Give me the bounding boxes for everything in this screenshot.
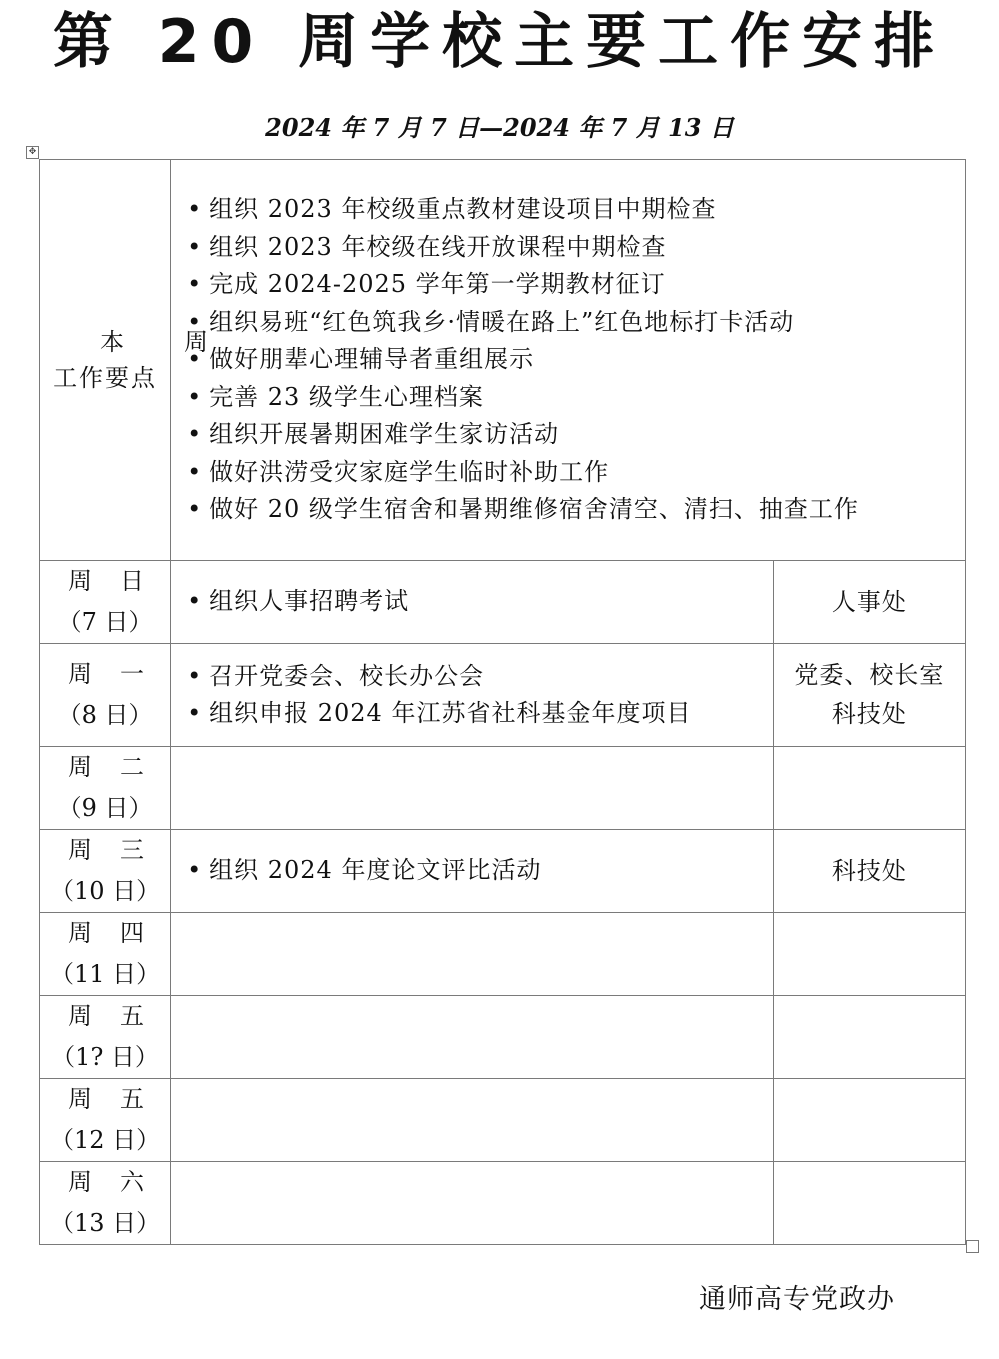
- day-item: • 组织 2024 年度论文评比活动: [187, 852, 773, 890]
- day-date: （1? 日）: [51, 1043, 159, 1071]
- day-name: 周五: [68, 1002, 172, 1030]
- dept-cell: [773, 644, 965, 747]
- signature: 通师高专党政办: [699, 1284, 895, 1315]
- day-date: （10 日）: [49, 877, 161, 905]
- day-name: 周四: [68, 919, 172, 947]
- day-cell: [40, 747, 171, 830]
- date-range: 2024 年 7 月 7 日—2024 年 7 月 13 日: [265, 113, 734, 142]
- day-item: • 召开党委会、校长办公会: [187, 658, 773, 696]
- focus-item: • 做好朋辈心理辅导者重组展示: [187, 341, 965, 379]
- dept-cell: [773, 913, 965, 996]
- day-items-cell: [171, 561, 774, 644]
- day-date: （9 日）: [57, 794, 153, 822]
- day-list: [171, 658, 773, 733]
- dept-cell: [773, 1162, 965, 1245]
- day-row-saturday: [40, 1162, 966, 1245]
- day-cell: [40, 561, 171, 644]
- day-name: 周一: [68, 660, 172, 688]
- day-items-cell: [171, 1079, 774, 1162]
- day-row-monday: [40, 644, 966, 747]
- day-name: 周六: [68, 1168, 172, 1196]
- focus-item: • 组织 2023 年校级重点教材建设项目中期检查: [187, 191, 965, 229]
- dept-cell: [773, 830, 965, 913]
- dept-name: 党委、校长室: [794, 661, 945, 689]
- day-items-cell: [171, 996, 774, 1079]
- dept-cell: [773, 561, 965, 644]
- focus-item: • 组织易班“红色筑我乡·情暖在路上”红色地标打卡活动: [187, 304, 965, 342]
- page-title: 第 20 周学校主要工作安排: [52, 7, 947, 77]
- day-items-cell: [171, 644, 774, 747]
- day-date: （7 日）: [57, 608, 153, 636]
- day-row-friday: [40, 996, 966, 1079]
- table-move-handle-icon[interactable]: ✥: [26, 146, 39, 159]
- day-cell: [40, 996, 171, 1079]
- day-row-thursday: [40, 913, 966, 996]
- dept-cell: [773, 996, 965, 1079]
- day-row-friday-2: [40, 1079, 966, 1162]
- dept-name: 科技处: [831, 700, 907, 728]
- day-row-wednesday: [40, 830, 966, 913]
- day-cell: [40, 830, 171, 913]
- focus-item: • 完成 2024-2025 学年第一学期教材征订: [187, 266, 965, 304]
- day-cell: [40, 644, 171, 747]
- focus-item: • 组织开展暑期困难学生家访活动: [187, 416, 965, 454]
- focus-label-cell: [40, 160, 268, 561]
- day-date: （12 日）: [49, 1126, 161, 1154]
- focus-item: • 做好洪涝受灾家庭学生临时补助工作: [187, 454, 965, 492]
- dept-name: 人事处: [831, 587, 907, 616]
- focus-label-line2: 工作要点: [53, 364, 158, 392]
- focus-item: • 做好 20 级学生宿舍和暑期维修宿舍清空、清扫、抽查工作: [187, 491, 965, 529]
- day-date: （11 日）: [49, 960, 161, 988]
- focus-item: • 完善 23 级学生心理档案: [187, 379, 965, 417]
- day-items-cell: [171, 830, 774, 913]
- day-name: 周日: [68, 567, 172, 595]
- day-cell: [40, 1079, 171, 1162]
- day-items-cell: [171, 913, 774, 996]
- focus-list: [171, 191, 965, 529]
- day-items-cell: [171, 1162, 774, 1245]
- day-cell: [40, 913, 171, 996]
- day-list: [171, 852, 773, 890]
- day-name: 周三: [68, 836, 172, 864]
- day-items-cell: [171, 747, 774, 830]
- focus-items-cell: [171, 160, 966, 561]
- table-resize-handle-icon[interactable]: [966, 1240, 979, 1253]
- focus-item: • 组织 2023 年校级在线开放课程中期检查: [187, 229, 965, 267]
- day-item: • 组织申报 2024 年江苏省社科基金年度项目: [187, 695, 773, 733]
- day-item: • 组织人事招聘考试: [187, 583, 773, 621]
- day-cell: [40, 1162, 171, 1245]
- day-name: 周五: [68, 1085, 172, 1113]
- focus-row: [40, 160, 966, 561]
- day-list: [171, 583, 773, 621]
- dept-cell: [773, 747, 965, 830]
- day-date: （8 日）: [57, 701, 153, 729]
- day-row-tuesday: [40, 747, 966, 830]
- day-date: （13 日）: [49, 1209, 161, 1237]
- dept-name: 科技处: [831, 856, 907, 885]
- focus-label-line1: 本周: [100, 328, 268, 356]
- schedule-table: [39, 159, 966, 1245]
- day-row-sunday: [40, 561, 966, 644]
- day-name: 周二: [68, 753, 172, 781]
- dept-cell: [773, 1079, 965, 1162]
